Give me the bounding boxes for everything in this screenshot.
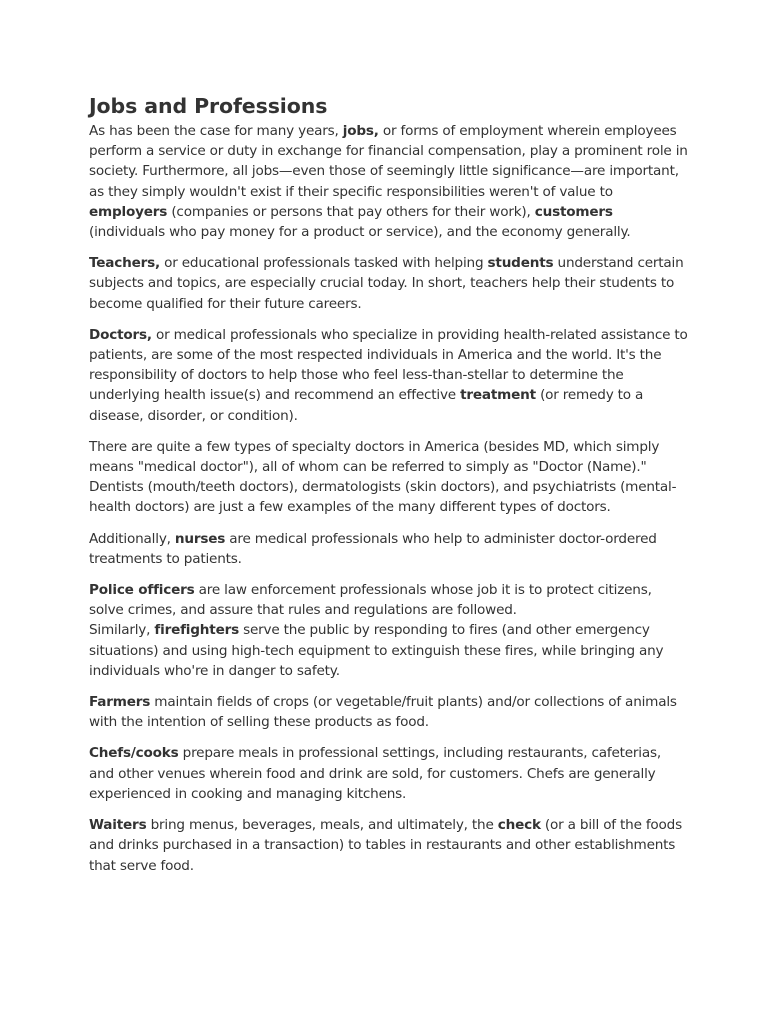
bold-term: nurses bbox=[174, 530, 226, 547]
bold-term: employers bbox=[89, 203, 168, 220]
text-run: or educational professionals tasked with helping bbox=[159, 255, 488, 272]
bold-term: Farmers bbox=[89, 694, 151, 711]
text-run: (or remedy to a disease, disorder, or condition). bbox=[89, 387, 644, 424]
bold-term: firefighters bbox=[154, 622, 239, 639]
text-run: There are quite a few types of specialty doctors in America (besides MD, which simply means "medical doctor"), all of whom can be referred to simply as "Doctor (Name)." Dentists (mouth/teeth doctors), dermatologists (skin doctors), and psychiatrists (mental-health doctors) are just a few examples of the many different types of doctors. bbox=[89, 438, 677, 516]
text-run: (individuals who pay money for a product or service), and the economy generally. bbox=[89, 224, 631, 241]
paragraph bbox=[89, 743, 689, 804]
bold-term: check bbox=[497, 817, 541, 834]
bold-term: treatment bbox=[460, 387, 536, 404]
paragraph bbox=[89, 529, 689, 569]
paragraph bbox=[89, 580, 689, 681]
paragraph bbox=[89, 692, 689, 732]
paragraph bbox=[89, 325, 689, 426]
bold-term: Teachers, bbox=[89, 255, 160, 272]
text-run: Additionally, bbox=[89, 530, 175, 547]
paragraph bbox=[89, 815, 689, 876]
document-page bbox=[89, 92, 689, 887]
text-run: or forms of employment wherein employees perform a service or duty in exchange for financial compensation, play a prominent role in society. Furthermore, all jobs—even those of seemingly little significance—are important, as they simply wouldn't exist if their specific responsibilities weren't of value to bbox=[89, 123, 688, 200]
bold-term: Chefs/cooks bbox=[89, 745, 179, 762]
page-title: Jobs and Professions bbox=[89, 94, 328, 118]
text-run: serve the public by responding to fires (and other emergency situations) and using high-tech equipment to extinguish these fires, while bringing any individuals who're in danger to safety. bbox=[89, 622, 664, 679]
paragraph bbox=[89, 253, 689, 314]
text-run: (or a bill of the foods and drinks purchased in a transaction) to tables in restaurants and other establishments that serve food. bbox=[89, 817, 682, 874]
text-run: prepare meals in professional settings, including restaurants, cafeterias, and other venues wherein food and drink are sold, for customers. Chefs are generally experienced in cooking and managing kitchens. bbox=[89, 745, 661, 802]
text-run: (companies or persons that pay others for their work), bbox=[167, 203, 535, 220]
bold-term: Police officers bbox=[89, 582, 195, 599]
bold-term: jobs, bbox=[342, 123, 379, 139]
bold-term: students bbox=[487, 255, 554, 272]
text-run: understand certain subjects and topics, are especially crucial today. In short, teachers help their students to become qualified for their future careers. bbox=[89, 255, 684, 312]
bold-term: Doctors, bbox=[89, 326, 152, 343]
text-run: or medical professionals who specialize in providing health-related assistance to patients, are some of the most respected individuals in America and the world. It's the responsibility of doctors to help those who feel less-than-stellar to determine the underlying health issue(s) and recommend an effective bbox=[89, 326, 688, 404]
paragraph bbox=[89, 437, 689, 518]
paragraph bbox=[89, 121, 689, 242]
text-run: Similarly, bbox=[89, 622, 155, 639]
document-body bbox=[89, 121, 689, 876]
bold-term: Waiters bbox=[89, 817, 147, 834]
text-run: are law enforcement professionals whose job it is to protect citizens, solve crimes, and assure that rules and regulations are followed. bbox=[89, 582, 652, 619]
text-run: are medical professionals who help to administer doctor-ordered treatments to patients. bbox=[89, 530, 657, 567]
text-run: maintain fields of crops (or vegetable/fruit plants) and/or collections of animals with the intention of selling these products as food. bbox=[89, 694, 677, 731]
bold-term: customers bbox=[534, 203, 613, 220]
text-run: As has been the case for many years, bbox=[89, 123, 343, 139]
text-run: bring menus, beverages, meals, and ultimately, the bbox=[146, 817, 498, 834]
